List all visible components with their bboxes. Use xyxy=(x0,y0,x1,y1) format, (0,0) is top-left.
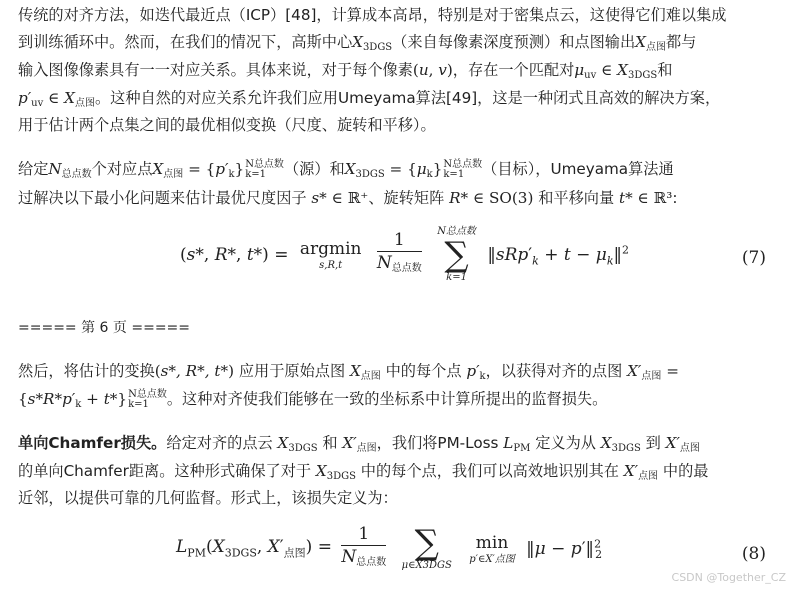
paragraph1-line4: $p'_{uv}$ ∈ $X_{点图}$。这种自然的对应关系允许我们应用Umeyama算法[49]，这是一种闭式且高效的解决方案， xyxy=(18,89,721,109)
paragraph1-line5: 用于估计两个点集之间的最优相似变换（尺度、旋转和平移）。 xyxy=(18,116,436,134)
equation-8-number: (8) xyxy=(741,544,766,564)
paragraph3-line2: $\{s*R*p'_k + t*\}$ N总点数 k=1 。这种对齐使我们能够在一致的坐标系中计算所提出的监督损失。 xyxy=(18,389,608,410)
paragraph1-line2: 到训练循环中。然而，在我们的情况下，高斯中心$X_{3DGS}$（来自每像素深度预测）和点图输出$X_{点图}$都与 xyxy=(18,33,697,53)
paragraph1-line3: 输入图像像素具有一一对应关系。具体来说，对于每个像素(u, v)，存在一个匹配对$\mu_{uv}$ ∈ $X_{3DGS}$和 xyxy=(18,61,673,81)
paragraph4-line3: 近邻，以提供可靠的几何监督。形式上，该损失定义为： xyxy=(18,489,398,507)
page-marker: ===== 第 6 页 ===== xyxy=(18,320,191,336)
paragraph1-line1: 传统的对齐方法，如迭代最近点（ICP）[48]，计算成本高昂，特别是对于密集点云，这使得它们难以集成 xyxy=(18,6,727,24)
paragraph4-line2: 的单向Chamfer距离。这种形式确保了对于 $X_{3DGS}$ 中的每个点，我们可以高效地识别其在 $X'_{点图}$ 中的最 xyxy=(18,462,709,482)
paragraph4-line1: 单向Chamfer损失。给定对齐的点云 $X_{3DGS}$ 和 $X'_{点图}$，我们将PM-Loss $L_{PM}$ 定义为从 $X_{3DGS}$ 到 $X'_{点图}$ xyxy=(18,434,700,454)
watermark: CSDN @Together_CZ xyxy=(671,571,786,584)
paragraph3-line1: 然后，将估计的变换(s*, R*, t*) 应用于原始点图 $X_{点图}$ 中的每个点 $p'_k$，以获得对齐的点图 $X'_{点图}$ = xyxy=(18,362,679,382)
equation-7: (s*, R*, t*) = argmin s,R,t $\frac{1}{N_{总点数}}$ N总点数 ∑ k=1 $‖sRp'_k + t$ − $\mu_k‖^2$ (7) xyxy=(180,226,766,283)
paragraph2-line1: 给定$N_{总点数}$个对应点$X_{点图} = \{p'_k\}$ N总点数 k=1 （源）和$X_{3DGS} = \{\mu_k\}$ N总点数 k=1 （目标），Umeyama算法通 xyxy=(18,159,674,180)
equation-7-number: (7) xyxy=(741,248,766,268)
section-title: 单向Chamfer损失。 xyxy=(18,434,167,452)
equation-8: $L_{PM}(X_{3DGS}$, $X'_{点图}$) = $\frac{1}{N_{总点数}}$ ∑ μ∈X3DGS min p′∈X′点图 ‖μ − p′‖$^2_2$ (8) xyxy=(176,523,766,571)
paragraph2-line2: 过解决以下最小化问题来估计最优尺度因子 s* ∈ ℝ⁺、旋转矩阵 R* ∈ SO(3) 和平移向量 t* ∈ ℝ³: xyxy=(18,189,678,207)
